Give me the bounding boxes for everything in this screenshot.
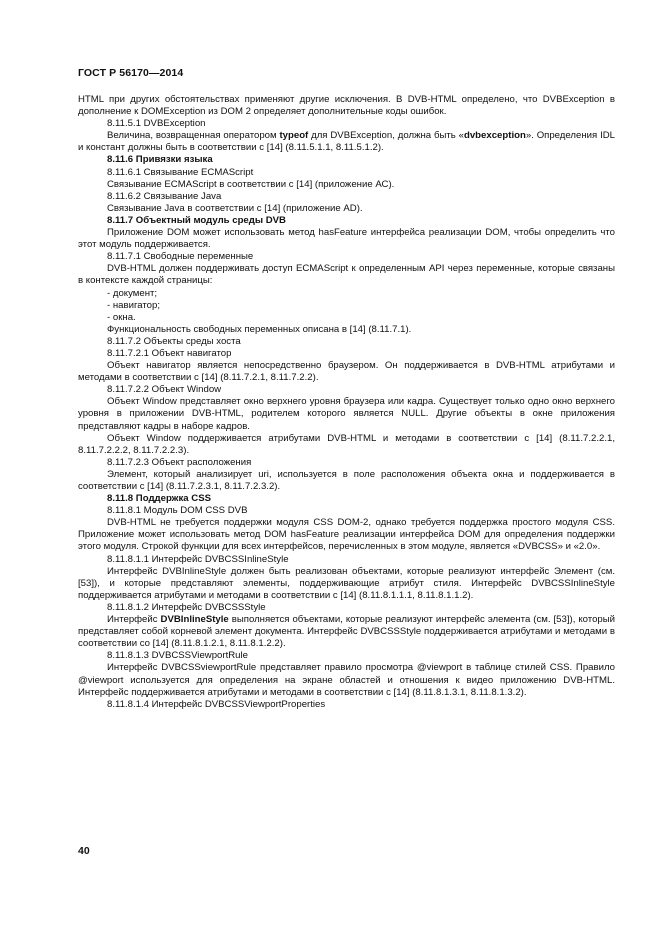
paragraph [78, 493, 615, 505]
paragraph [78, 191, 615, 203]
paragraph [78, 215, 615, 227]
text-run: Величина, возвращенная оператором [107, 130, 280, 142]
text-run: Интерфейс [107, 614, 161, 626]
paragraph [78, 433, 615, 457]
paragraph [78, 154, 615, 166]
paragraph [78, 336, 615, 348]
paragraph [78, 566, 615, 602]
text-run: 8.11.8.1.3 DVBCSSViewportRule [107, 650, 248, 662]
paragraph [78, 179, 615, 191]
paragraph [78, 203, 615, 215]
text-run: ». Определения IDL и констант должны быть в соответствии с [14] (8.11.5.1.1, 8.11.5.1.2). [78, 130, 616, 154]
paragraph [78, 130, 615, 154]
text-run: 8.11.8.1.1 Интерфейс DVBCSSInlineStyle [107, 553, 289, 565]
bold-text: DVBInlineStyle [160, 614, 229, 626]
text-run: 8.11.7.1 Свободные переменные [107, 251, 254, 263]
paragraph [78, 118, 615, 130]
text-run: Интерфейс DVBInlineStyle должен быть реализован объектами, которые реализуют интерфейс Элемент (см. [53]), и которые представляют элементы, поддерживающие атрибут стиля. Интерфейс DVBCSSInlineStyle поддерживается атрибутами и методами в соответствии с [14] (8.11.8.1.1.1, 8.11.8.1.1.2). [78, 565, 615, 601]
paragraph [78, 614, 615, 650]
text-run: 8.11.8.1.2 Интерфейс DVBCSSStyle [107, 601, 266, 613]
paragraph [78, 288, 615, 300]
paragraph [78, 554, 615, 566]
text-run: Связывание Java в соответствии с [14] (приложение AD). [107, 202, 363, 214]
text-run: Интерфейс DVBCSSviewportRule представляет правило просмотра @viewport в таблице стилей CSS. Правило @viewport используется для определения на экране областей и отношения к видео приложению DVB-HTML. Интерфейс поддерживается атрибутами и методами в соответствии с [14] (8.11.8.1.3.1, 8.11.8.1.3.2). [78, 662, 615, 698]
paragraph [78, 348, 615, 360]
text-run: 8.11.7.2.3 Объект расположения [107, 456, 252, 468]
text-run: 8.11.5.1 DVBException [107, 118, 206, 130]
text-run: Объект Window представляет окно верхнего уровня браузера или кадра. Существует только одно окно верхнего уровня в приложении DVB-HTML, родителем которого является NULL. Другие объекты в окне приложения представляют кадры в наборе кадров. [78, 396, 615, 432]
text-run: для DVBException, должна быть « [308, 130, 464, 142]
paragraph [78, 517, 615, 553]
bold-text: 8.11.6 Привязки языка [107, 154, 213, 166]
text-run: DVB-HTML должен поддерживать доступ ECMAScript к определенным API через переменные, которые связаны в контексте каждой страницы: [78, 263, 615, 287]
text-run: Объект навигатор является непосредственно браузером. Он поддерживается в DVB-HTML атрибутами и методами в соответствии с [14] (8.11.7.2.1, 8.11.7.2.2). [78, 360, 615, 384]
paragraph [78, 396, 615, 432]
text-run: 8.11.7.2 Объекты среды хоста [107, 335, 241, 347]
text-run: 8.11.8.1.4 Интерфейс DVBCSSViewportProperties [107, 698, 326, 710]
bold-text: typeof [279, 130, 309, 142]
paragraph [78, 662, 615, 698]
paragraph [78, 457, 615, 469]
bold-text: 8.11.8 Поддержка CSS [107, 493, 212, 505]
text-run: - документ; [107, 287, 158, 299]
paragraph [78, 227, 615, 251]
text-run: Объект Window поддерживается атрибутами DVB-HTML и методами в соответствии с [14] (8.11.7.2.2.1, 8.11.7.2.2.2, 8.11.7.2.2.3). [78, 432, 615, 456]
text-run: DVB-HTML не требуется поддержки модуля CSS DOM-2, однако требуется поддержка простого модуля CSS. Приложение может использовать метод DOM hasFeature реализации интерфейса DOM для определения поддержки этого модуля. Строкой функции для всех интерфейсов, перечисленных в этом модуле, является «DVBCSS» и «2.0». [78, 517, 615, 553]
text-run: Связывание ECMAScript в соответствии с [14] (приложение АС). [107, 178, 395, 190]
paragraph [78, 312, 615, 324]
bold-text: dvbexception [463, 130, 526, 142]
paragraph [78, 263, 615, 287]
paragraph [78, 94, 615, 118]
paragraph [78, 469, 615, 493]
paragraph [78, 324, 615, 336]
document-header: ГОСТ Р 56170—2014 [78, 67, 184, 79]
paragraph [78, 505, 615, 517]
text-run: 8.11.7.2.2 Объект Window [107, 384, 222, 396]
text-run: 8.11.6.2 Связывание Java [107, 190, 222, 202]
paragraph [78, 650, 615, 662]
document-body [78, 94, 615, 711]
text-run: Приложение DOM может использовать метод hasFeature интерфейса реализации DOM, чтобы определить что этот модуль поддерживается. [78, 227, 615, 251]
text-run: - навигатор; [107, 299, 160, 311]
paragraph [78, 251, 615, 263]
page-number: 40 [78, 845, 90, 857]
paragraph [78, 167, 615, 179]
text-run: выполняется объектами, которые реализуют интерфейс элемента (см. [53]), который представляет собой корневой элемент документа. Интерфейс DVBCSSStyle поддерживается атрибутами и методами в соответствии со [14] (8.11.8.1.2.1, 8.11.8.1.2.2). [78, 614, 616, 650]
text-run: - окна. [107, 311, 136, 323]
paragraph [78, 360, 615, 384]
paragraph [78, 300, 615, 312]
text-run: 8.11.6.1 Связывание ECMAScript [107, 166, 254, 178]
text-run: Элемент, который анализирует uri, используется в поле расположения объекта окна и поддерживается в соответствии с [14] (8.11.7.2.3.1, 8.11.7.2.3.2). [78, 468, 615, 492]
bold-text: 8.11.7 Объектный модуль среды DVB [107, 214, 286, 226]
paragraph [78, 384, 615, 396]
text-run: HTML при других обстоятельствах применяют другие исключения. В DVB-HTML определено, что DVBException в дополнение к DOMException из DOM 2 определяет дополнительные коды ошибок. [78, 94, 615, 118]
text-run: 8.11.8.1 Модуль DOM CSS DVB [107, 505, 248, 517]
text-run: 8.11.7.2.1 Объект навигатор [107, 347, 232, 359]
paragraph [78, 699, 615, 711]
paragraph [78, 602, 615, 614]
text-run: Функциональность свободных переменных описана в [14] (8.11.7.1). [107, 323, 412, 335]
